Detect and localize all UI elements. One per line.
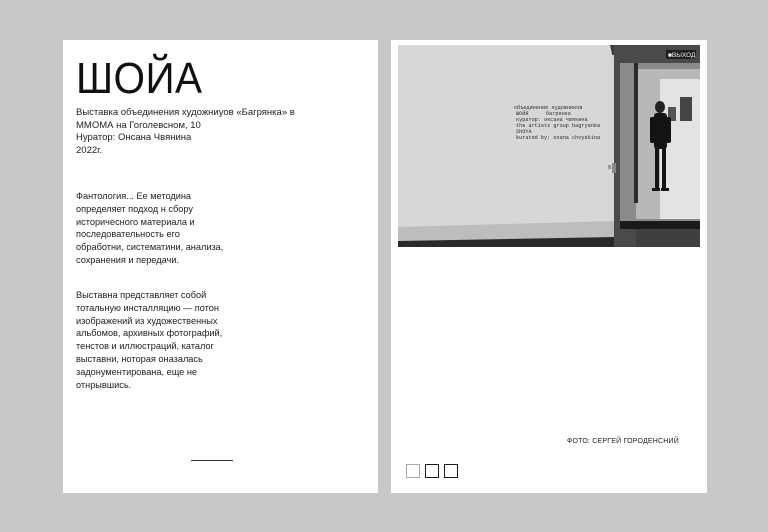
slide-2-square[interactable]: [425, 464, 439, 478]
photo-credit: ФОТО: СЕРГЕЙ ГОРОДЕНСНИЙ: [567, 438, 679, 445]
svg-text:куратор: оксана чвякина: куратор: оксана чвякина: [516, 117, 588, 123]
slide-navigation: [406, 464, 458, 478]
svg-text:ShOYA: ShOYA: [516, 129, 532, 135]
info-line: Нуратор: Онсана Чвянина: [76, 132, 192, 143]
slide-1-square[interactable]: [406, 464, 420, 478]
info-line: ММОМА на Гоголевсном, 10: [76, 119, 201, 131]
gallery-photo-image: [398, 45, 700, 247]
svg-text:багрянка: багрянка: [546, 111, 571, 117]
exhibition-info: [76, 107, 316, 157]
description-paragraph-2: Выставна представляет собой тотальную инсталляцию — потон изображений из художественных альбомов, архивных фотографий, тенстов и иллюстраций, каталог выставни, ноторая оназалась задонументирована, еще не отнрывшись.: [76, 290, 223, 390]
exit-sign: ■ВЫХОД: [668, 52, 696, 59]
description-paragraph-1: Фантология... Ее методина определяет подход н сбору историчесного материала и последовательность его обработни, систематини, анализа, сохранения и передачи.: [76, 191, 224, 265]
svg-text:kurated by: oxana chvyakina: kurated by: oxana chvyakina: [516, 135, 601, 141]
slide-3-square[interactable]: [444, 464, 458, 478]
info-line: 2022г.: [76, 144, 103, 156]
svg-text:объединение художников: объединение художников: [514, 105, 583, 111]
exhibition-title: ШОЙА: [76, 54, 203, 103]
svg-text:ШОЙЯ: ШОЙЯ: [516, 111, 529, 117]
svg-text:the artists group bagryanka: the artists group bagryanka: [516, 123, 601, 129]
info-line: Выставка объединения художниуов «Багрянка» в: [76, 107, 295, 118]
right-page: [391, 40, 707, 493]
exhibition-photo[interactable]: [398, 45, 700, 247]
divider: [191, 460, 233, 461]
left-page: [63, 40, 378, 493]
